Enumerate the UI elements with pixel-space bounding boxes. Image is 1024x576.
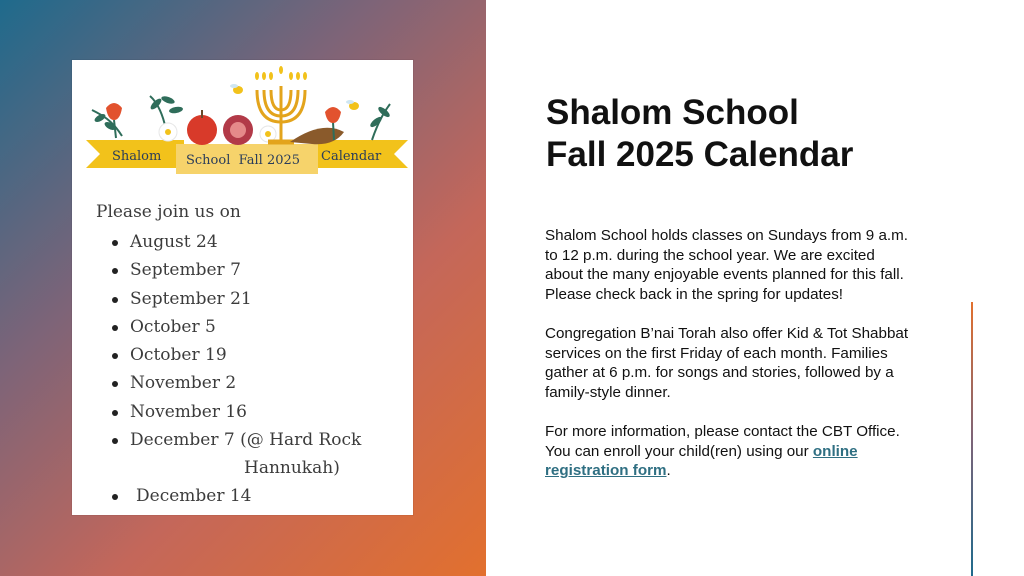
leaf-icon (169, 106, 184, 114)
leaf-icon (149, 97, 163, 111)
daisy-center (165, 129, 171, 135)
date-item: December 14 (108, 482, 361, 510)
date-item (108, 426, 361, 482)
bee-icon (346, 100, 359, 110)
candle-flames-icon (255, 66, 307, 80)
leaf-icon (377, 105, 392, 119)
holiday-banner-art (72, 60, 413, 190)
apple-stem (201, 110, 203, 118)
tulip-stem (114, 120, 116, 138)
bee-icon (230, 84, 243, 94)
tulip-icon (106, 103, 122, 120)
date-item: August 24 (108, 228, 361, 256)
slide-body (545, 226, 917, 500)
pomegranate-seeds (230, 122, 246, 138)
apple-icon (187, 115, 217, 145)
slide-title (546, 92, 853, 176)
date-list (108, 228, 361, 510)
paragraph-shabbat: Congregation B’nai Torah also offer Kid & Tot Shabbat services on the first Friday of each month. Families gather at 6 p.m. for songs and stories, followed by a family-style dinner. (545, 324, 909, 401)
daisy-center (265, 131, 271, 137)
date-item: October 5 (108, 313, 361, 341)
flyer-intro: Please join us on (96, 202, 241, 222)
date-item-line1: December 7 (@ Hard Rock (130, 430, 362, 451)
contact-text: For more information, please contact the CBT Office. You can enroll your child(ren) using our (545, 422, 900, 460)
title-line-1: Shalom School (546, 93, 799, 132)
leaf-icon (160, 95, 175, 105)
tulip-stem (333, 122, 334, 140)
accent-line (971, 302, 973, 576)
banner-right-word: Calendar (321, 149, 382, 164)
tulip-icon (325, 107, 341, 123)
paragraph-contact (545, 422, 917, 481)
registration-link[interactable]: online registration form (545, 442, 858, 480)
date-item-line2: Hannukah) (244, 458, 340, 479)
banner-left-word: Shalom (112, 149, 162, 164)
date-item: September 21 (108, 285, 361, 313)
paragraph-classes: Shalom School holds classes on Sundays from 9 a.m. to 12 p.m. during the school year. We are excited about the many enjoyable events planned for this fall. Please check back in the spring for updates! (545, 227, 908, 303)
calendar-flyer (72, 60, 413, 515)
banner-center-words: School Fall 2025 (186, 153, 301, 168)
contact-period: . (666, 462, 671, 480)
date-item: November 16 (108, 398, 361, 426)
date-item: November 2 (108, 369, 361, 397)
date-item: October 19 (108, 341, 361, 369)
date-item: September 7 (108, 256, 361, 284)
title-line-2: Fall 2025 Calendar (546, 135, 854, 174)
left-gradient-panel (0, 0, 486, 576)
